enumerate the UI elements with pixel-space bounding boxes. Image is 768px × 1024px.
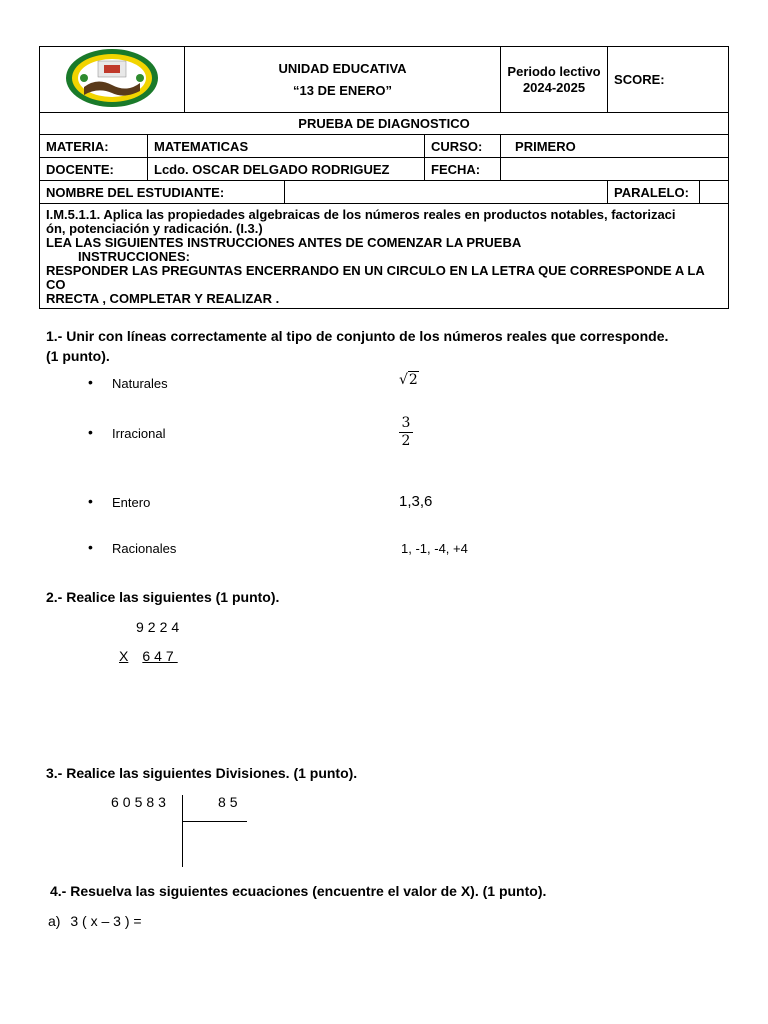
periodo-label: Periodo lectivo [507, 63, 601, 79]
score-label: SCORE: [608, 47, 729, 113]
set-item-irracional: Irracional [112, 426, 166, 441]
equation-a-expression: 3 ( x – 3 ) = [70, 913, 142, 929]
periodo-value: 2024-2025 [522, 79, 586, 95]
question-1-title-line2: (1 punto). [46, 348, 110, 364]
fraction-denominator: 2 [401, 433, 411, 449]
curso-label: CURSO: [425, 135, 501, 158]
school-logo [40, 47, 185, 113]
fecha-label: FECHA: [425, 158, 501, 181]
set-item-entero: Entero [112, 495, 151, 510]
question-2-title: 2.- Realice las siguientes (1 punto). [46, 589, 280, 605]
sqrt-icon: √ [399, 372, 408, 388]
division-vertical-line [182, 795, 183, 867]
exam-title: PRUEBA DE DIAGNOSTICO [40, 113, 729, 135]
question-4-title: 4.- Resuelva las siguientes ecuaciones (encuentre el valor de X). (1 punto). [50, 883, 547, 899]
value-set-1-3-6: 1,3,6 [399, 493, 433, 510]
school-name-line1: UNIDAD EDUCATIVA [278, 60, 407, 76]
multiplier: 647 [142, 648, 178, 664]
student-name-field[interactable] [285, 181, 608, 204]
multiplicand: 9224 [136, 619, 184, 635]
question-1-title-line1: 1.- Unir con líneas correctamente al tipo de conjunto de los números reales que corresponde. [46, 328, 669, 344]
divisor: 85 [218, 794, 242, 810]
school-seal-icon [62, 47, 162, 109]
bullet-icon: • [88, 424, 93, 440]
docente-label: DOCENTE: [40, 158, 148, 181]
materia-value: MATEMATICAS [148, 135, 425, 158]
paralelo-field[interactable] [700, 181, 729, 204]
question-1-title [46, 326, 668, 366]
fecha-field[interactable] [501, 158, 729, 181]
equation-a-label: a) [48, 913, 61, 929]
instructions-heading: INSTRUCCIONES: [78, 249, 190, 264]
objective-line1: I.M.5.1.1. Aplica las propiedades algebraicas de los números reales en productos notables, factorizaci [46, 207, 676, 222]
instructions-line3: RESPONDER LAS PREGUNTAS ENCERRANDO EN UN CIRCULO EN LA LETRA QUE CORRESPONDE A LA CO [46, 263, 705, 292]
division-horizontal-line [182, 821, 247, 822]
objective-instructions [40, 204, 729, 309]
set-item-racionales: Racionales [112, 541, 177, 556]
bullet-icon: • [88, 539, 93, 555]
instructions-line4: RRECTA , COMPLETAR Y REALIZAR . [46, 291, 280, 306]
equation-a [48, 913, 142, 929]
objective-line2: ón, potenciación y radicación. (I.3.) [46, 221, 263, 236]
paralelo-label: PARALELO: [608, 181, 700, 204]
set-item-naturales: Naturales [112, 376, 168, 391]
multiplication-row [119, 648, 178, 664]
value-fraction [399, 415, 413, 450]
fraction-numerator: 3 [399, 415, 413, 433]
materia-label: MATERIA: [40, 135, 148, 158]
school-name-line2: “13 DE ENERO” [293, 82, 392, 98]
docente-value: Lcdo. OSCAR DELGADO RODRIGUEZ [148, 158, 425, 181]
question-3-title: 3.- Realice las siguientes Divisiones. (1 punto). [46, 765, 358, 781]
school-name [185, 47, 501, 113]
header-table [39, 46, 729, 309]
value-set-integers: 1, -1, -4, +4 [401, 541, 468, 556]
value-sqrt-two [399, 372, 419, 388]
dividend: 60583 [111, 794, 170, 810]
multiply-operator: X [119, 648, 129, 664]
instructions-line1: LEA LAS SIGUIENTES INSTRUCCIONES ANTES DE COMENZAR LA PRUEBA [46, 235, 522, 250]
sqrt-radicand: 2 [408, 372, 418, 388]
bullet-icon: • [88, 493, 93, 509]
student-name-label: NOMBRE DEL ESTUDIANTE: [40, 181, 285, 204]
curso-value: PRIMERO [501, 135, 729, 158]
periodo-cell [501, 47, 608, 113]
bullet-icon: • [88, 374, 93, 390]
